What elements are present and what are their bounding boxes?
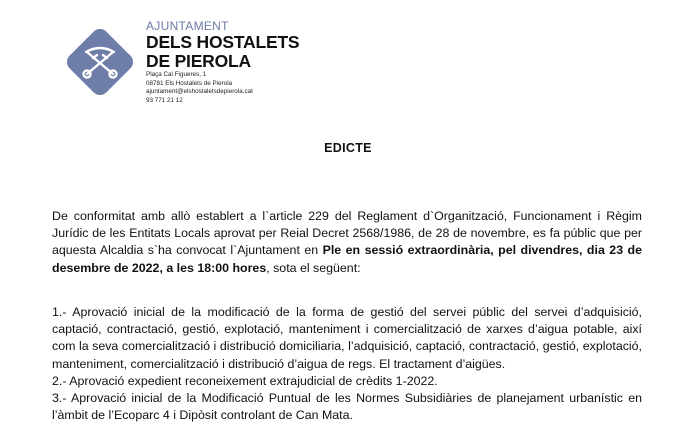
intro-text-a: De conformitat amb allò establert a l`article 229 del Reglament d`Organització, Funcionament i Règim Jurídic de les Entitats Locals aprovat per Reial Decret 2568/1986, de 28 de novembre, es fa públic que per aquesta Alcaldia s`ha convocat l`Ajuntament en — [52, 209, 642, 258]
letterhead — [60, 14, 360, 109]
agenda-item-2: 2.- Aprovació expedient reconeixement extrajudicial de crèdits 1-2022. — [52, 373, 438, 388]
org-name-line-2: DE PIEROLA — [146, 51, 251, 71]
document-title: EDICTE — [324, 141, 372, 155]
intro-bold-session: Ple en sessió extraordinària, pel divendres, dia 23 de desembre de 2022, a les 18:00 hores — [52, 243, 642, 275]
contact-address — [146, 71, 253, 105]
address-street: Plaça Cal Figueres, 1 — [146, 71, 207, 78]
address-email: ajuntament@elshostaletsdepierola.cat — [146, 88, 253, 96]
address-phone: 93 771 21 12 — [146, 96, 183, 104]
agenda-item-1: 1.- Aprovació inicial de la modificació de la forma de gestió del servei públic del servei d’adquisició, captació, contractació, gestió, explotació, manteniment i comercialització de xarxes d’aigua potable, així com la seva comercialització i distribució domiciliaria, l’adquisició, captació, contractació, gestió, explotació, manteniment, comercialització i distribució d’aigua de regs. El tractament d’aigües. — [52, 305, 642, 371]
intro-paragraph — [52, 208, 642, 277]
intro-text-b: , sota el següent: — [266, 260, 361, 275]
agenda-items — [52, 304, 642, 424]
organization-name — [146, 20, 299, 71]
address-city: 08781 Els Hostalets de Pierola — [146, 79, 233, 87]
org-top-label: AJUNTAMENT — [146, 19, 229, 33]
municipal-crest-logo — [60, 22, 140, 102]
org-name-line-1: DELS HOSTALETS — [146, 32, 300, 52]
agenda-item-3: 3.- Aprovació inicial de la Modificació Puntual de les Normes Subsidiàries de planejament urbanístic en l’àmbit de l’Ecoparc 4 i Dipòsit controlant de Can Mata. — [52, 391, 642, 423]
